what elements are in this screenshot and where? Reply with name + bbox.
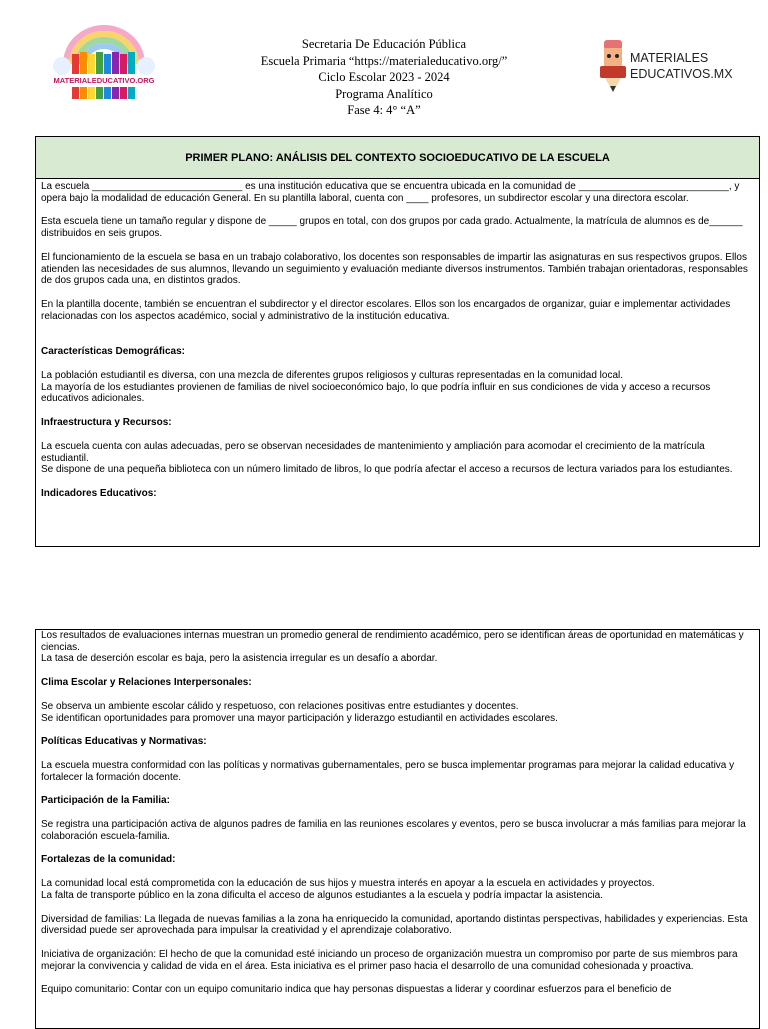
paragraph-policies: La escuela muestra conformidad con las políticas y normativas gubernamentales, pero se busca implementar programas para mejorar la calidad educativa y fortalecer la formación docente. [41,759,735,783]
section-content [36,179,759,500]
heading-infrastructure: Infraestructura y Recursos: [41,417,172,429]
results-line1: Los resultados de evaluaciones internas muestran un promedio general de rendimiento académico, pero se identifican áreas de oportunidad en matemáticas y ciencias. [41,630,744,653]
heading-indicators: Indicadores Educativos: [41,487,157,499]
logo-right-line1: MATERIALES [630,51,709,65]
strengths-line2: La falta de transporte público en la zona dificulta el acceso de algunos estudiantes a la escuela y podría impactar la asistencia. [41,889,604,901]
materiales-educativos-logo [596,34,736,96]
heading-policies: Políticas Educativas y Normativas: [41,736,207,748]
header-program: Programa Analítico [335,86,433,101]
infrastructure-line2: Se dispone de una pequeña biblioteca con un número limitado de libros, lo que podría afectar el acceso a recursos de lectura variados para los estudiantes. [41,464,733,476]
paragraph-staff: En la plantilla docente, también se encuentran el subdirector y el director escolares. Ellos son los encargados de organizar, guiar e implementar actividades relacionadas con los aspectos académico, social y administrativo de la institución educativa. [41,298,731,322]
demographics-line2: La mayoría de los estudiantes provienen de familias de nivel socioeconómico bajo, lo que podría influir en sus condiciones de vida y acceso a recursos educativos adicionales. [41,381,711,405]
pencil-mascot-icon [600,40,626,92]
climate-line1: Se observa un ambiente escolar cálido y respetuoso, con relaciones positivas entre estudiantes y docentes. [41,700,519,712]
paragraph-community-team: Equipo comunitario: Contar con un equipo comunitario indica que hay personas dispuestas a liderar y coordinar esfuerzos para el beneficio de [41,984,672,996]
climate-line2: Se identifican oportunidades para promover una mayor participación y liderazgo estudiantil en actividades escolares. [41,712,558,724]
context-analysis-box-page1 [35,136,760,547]
section-title: PRIMER PLANO: ANÁLISIS DEL CONTEXTO SOCIOEDUCATIVO DE LA ESCUELA [36,137,759,179]
document-header [200,36,568,119]
strengths-line1: La comunidad local está comprometida con la educación de sus hijos y muestra interés en apoyar a la escuela en actividades y proyectos. [41,878,655,890]
demographics-line1: La población estudiantil es diversa, con una mezcla de diferentes grupos religiosos y culturas representadas en la comunidad local. [41,370,624,382]
paragraph-infrastructure [41,441,755,476]
paragraph-results [41,630,755,665]
results-line2: La tasa de deserción escolar es baja, pero la asistencia irregular es un desafío a abordar. [41,653,438,665]
paragraph-family: Se registra una participación activa de algunos padres de familia en las reuniones escolares y eventos, pero se busca involucrar a más familias para mejorar la colaboración escuela-familia. [41,819,746,842]
heading-climate: Clima Escolar y Relaciones Interpersonales: [41,677,252,689]
header-school-year: Ciclo Escolar 2023 - 2024 [318,70,450,84]
heading-family: Participación de la Familia: [41,795,170,807]
logo-right-line2: EDUCATIVOS.MX [630,67,733,81]
paragraph-organization: Iniciativa de organización: El hecho de que la comunidad esté iniciando un proceso de organización muestra un compromiso por parte de sus miembros para mejorar la convivencia y calidad de vida en el área. Esta iniciativa es el primer paso hacia el desarrollo de una comunidad cohesionada y proactiva. [41,948,738,972]
paragraph-demographics [41,370,755,405]
paragraph-strengths [41,878,755,901]
heading-strengths: Fortalezas de la comunidad: [41,854,176,866]
paragraph-operation: El funcionamiento de la escuela se basa en un trabajo colaborativo, los docentes son responsables de impartir las asignaturas en sus respectivos grupos. Ellos atienden las necesidades de sus alumnos, llevando un seguimiento y evaluación mediante diversos instrumentos. También trabajan orientadoras, responsables de dos grupos cada una, en distintos grados. [41,251,748,287]
materialeducativo-logo [48,20,160,104]
context-analysis-box-page2 [35,629,760,1029]
logo-left-text: MATERIALEDUCATIVO.ORG [53,76,155,85]
header-ministry: Secretaria De Educación Pública [301,37,467,51]
paragraph-school-intro: La escuela ___________________________ es una institución educativa que se encuentra ubicada en la comunidad de ___________________________, y opera bajo la modalidad de educación General. En su plantilla laboral, cuenta con ____ profesores, un subdirector escolar y una directora escolar. [41,181,740,204]
heading-demographics: Características Demográficas: [41,346,185,358]
infrastructure-line1: La escuela cuenta con aulas adecuadas, pero se observan necesidades de mantenimiento y ampliación para acomodar el crecimiento de la matrícula estudiantil. [41,440,705,464]
paragraph-school-size: Esta escuela tiene un tamaño regular y dispone de _____ grupos en total, con dos grupos por cada grado. Actualmente, la matrícula de alumnos es de______ distribuidos en seis grupos. [41,216,743,240]
paragraph-diversity: Diversidad de familias: La llegada de nuevas familias a la zona ha enriquecido la comunidad, aportando distintas perspectivas, habilidades y experiencias. Esta diversidad puede ser aprovechada para impulsar la creatividad y el aprendizaje colaborativo. [41,913,748,937]
header-phase: Fase 4: 4° “A” [347,103,421,117]
header-school: Escuela Primaria “https://materialeducativo.org/” [260,53,508,68]
paragraph-climate [41,701,755,724]
section-content-continued [36,630,759,996]
